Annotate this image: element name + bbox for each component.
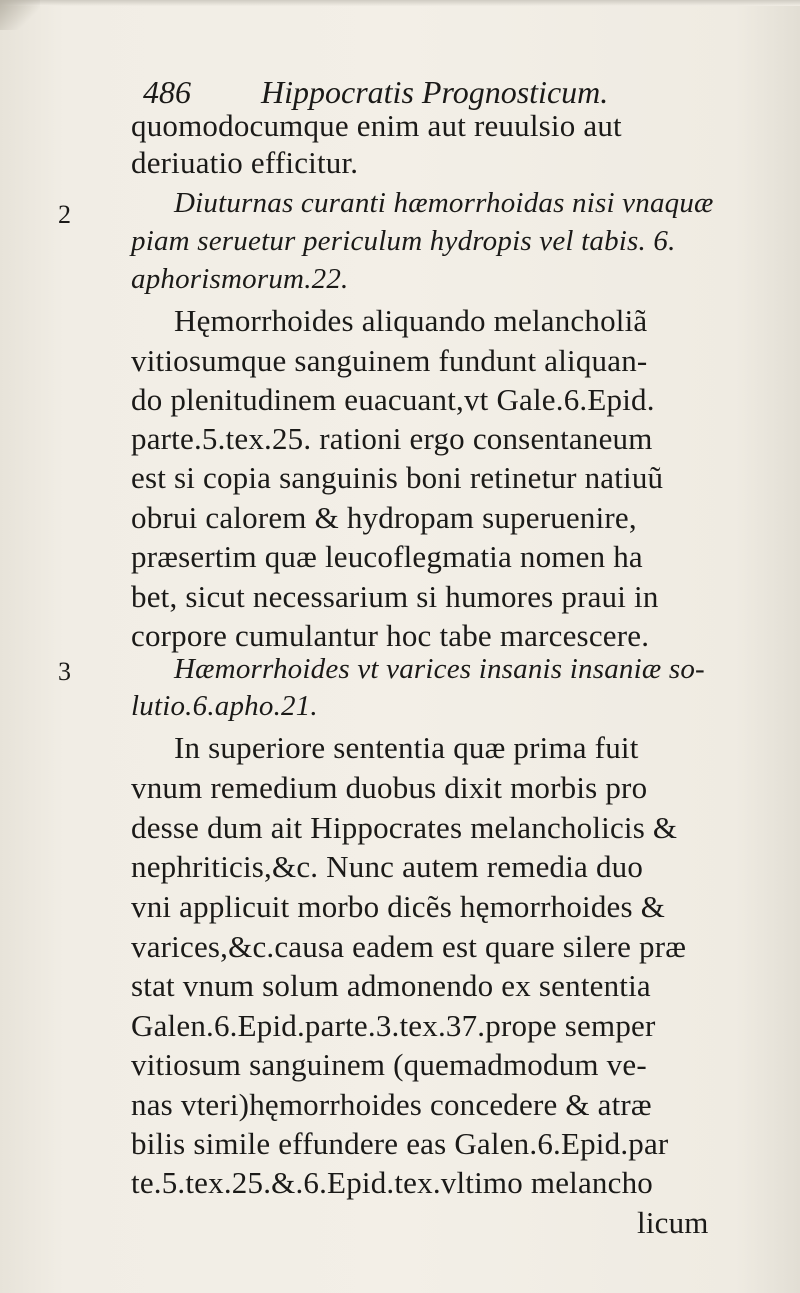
- text-line: te.5.tex.25.&.6.Epid.tex.vltimo melancho: [131, 1165, 653, 1200]
- text-line: vitiosum sanguinem (quemadmodum ve-: [131, 1047, 647, 1082]
- aphorism-line: Diuturnas curanti hæmorrhoidas nisi vnaquæ: [174, 187, 714, 219]
- running-title: Hippocratis Prognosticum.: [261, 74, 609, 110]
- margin-number-2: 2: [58, 200, 71, 229]
- aphorism-line: Hæmorrhoides vt varices insanis insaniæ so-: [174, 653, 705, 685]
- aphorism-line: piam seruetur periculum hydropis vel tabis. 6.: [131, 225, 676, 257]
- text-line: est si copia sanguinis boni retinetur natiuũ: [131, 460, 664, 495]
- text-line: vni applicuit morbo dicẽs hęmorrhoides &: [131, 889, 666, 924]
- aphorism-line: lutio.6.apho.21.: [131, 690, 318, 722]
- text-line: quomodocumque enim aut reuulsio aut: [131, 108, 622, 143]
- text-line: obrui calorem & hydropam superuenire,: [131, 500, 637, 535]
- page-corner-shadow: [0, 0, 40, 30]
- text-line: vnum remedium duobus dixit morbis pro: [131, 770, 648, 805]
- text-line: desse dum ait Hippocrates melancholicis &: [131, 810, 678, 845]
- text-line: deriuatio efficitur.: [131, 145, 359, 180]
- text-line: corpore cumulantur hoc tabe marcescere.: [131, 618, 650, 653]
- margin-number-3: 3: [58, 657, 71, 686]
- text-line: vitiosumque sanguinem fundunt aliquan-: [131, 343, 648, 378]
- text-line: Hęmorrhoides aliquando melancholiã: [174, 303, 648, 338]
- text-line: do plenitudinem euacuant,vt Gale.6.Epid.: [131, 382, 655, 417]
- page-top-edge: [0, 0, 800, 6]
- text-line: In superiore sententia quæ prima fuit: [174, 730, 639, 765]
- text-line: parte.5.tex.25. rationi ergo consentaneum: [131, 421, 653, 456]
- text-line: bilis simile effundere eas Galen.6.Epid.par: [131, 1126, 669, 1161]
- text-line: nas vteri)hęmorrhoides concedere & atræ: [131, 1087, 652, 1122]
- text-line: præsertim quæ leucoflegmatia nomen ha: [131, 539, 643, 574]
- text-line: stat vnum solum admonendo ex sententia: [131, 968, 651, 1003]
- aphorism-line: aphorismorum.22.: [131, 263, 349, 295]
- text-line: bet, sicut necessarium si humores praui in: [131, 579, 659, 614]
- text-line: nephriticis,&c. Nunc autem remedia duo: [131, 849, 644, 884]
- text-line: Galen.6.Epid.parte.3.tex.37.prope semper: [131, 1008, 656, 1043]
- page-number: 486: [143, 74, 191, 110]
- catchword: licum: [637, 1205, 709, 1240]
- text-line: varices,&c.causa eadem est quare silere præ: [131, 929, 687, 964]
